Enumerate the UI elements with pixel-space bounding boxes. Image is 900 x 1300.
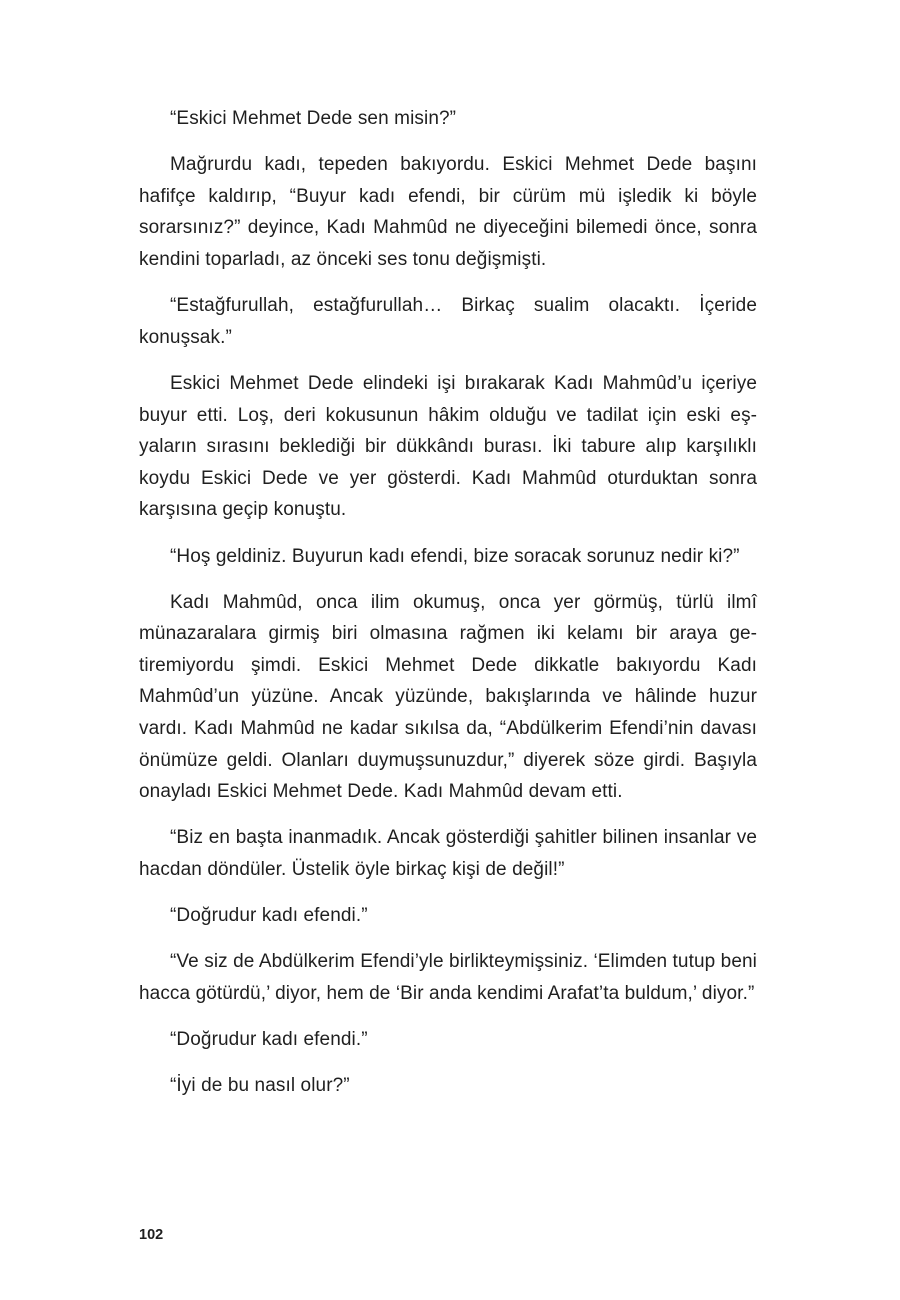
body-text <box>139 103 757 1117</box>
paragraph-7: “Biz en başta inanmadık. Ancak gösterdiği şahitler bilinen insanlar ve hacdan döndüler. Üstelik öyle birkaç kişi de değil!” <box>139 827 757 881</box>
paragraph-6: Kadı Mahmûd, onca ilim okumuş, onca yer görmüş, türlü ilmî münazaralara girmiş biri olmasına rağmen iki kelamı bir araya getiremiyordu şimdi. Eskici Mehmet Dede dikkatle bakıyordu Kadı Mahmûd’un yüzüne. Ancak yüzünde, bakışlarında ve hâlinde huzur vardı. Kadı Mahmûd ne kadar sıkılsa da, “Abdülkerim Efendi’nin davası önümüze geldi. Olanları duymuşsunuzdur,” diyerek söze girdi. Başıyla onayladı Eskici Mehmet Dede. Kadı Mahmûd devam etti. <box>139 591 757 803</box>
paragraph-2: Mağrurdu kadı, tepeden bakıyordu. Eskici Mehmet Dede başını hafifçe kaldırıp, “Buyur kadı efendi, bir cürüm mü işledik ki böyle sorarsınız?” deyince, Kadı Mahmûd ne diyeceğini bilemedi önce, sonra kendini toparladı, az önceki ses tonu değişmişti. <box>139 154 757 270</box>
paragraph-11: “İyi de bu nasıl olur?” <box>170 1075 350 1097</box>
paragraph-1: “Eskici Mehmet Dede sen misin?” <box>170 108 457 129</box>
paragraph-4: Eskici Mehmet Dede elindeki işi bırakarak Kadı Mahmûd’u içeriye buyur etti. Loş, deri kokusunun hâkim olduğu ve tadilat için eski eşyaların sırasını beklediği bir dükkândı burası. İki tabure alıp karşılıklı koydu Eskici Dede ve yer gösterdi. Kadı Mahmûd oturduktan sonra karşısına geçip konuştu. <box>139 372 757 521</box>
page-number: 102 <box>139 1227 164 1243</box>
paragraph-8: “Doğrudur kadı efendi.” <box>170 905 368 927</box>
paragraph-3: “Estağfurullah, estağfurullah… Birkaç sualim olacaktı. İçeride konuşsak.” <box>139 295 757 348</box>
paragraph-5: “Hoş geldiniz. Buyurun kadı efendi, bize soracak sorunuz nedir ki?” <box>170 545 740 567</box>
paragraph-10: “Doğrudur kadı efendi.” <box>170 1029 368 1051</box>
paragraph-9: “Ve siz de Abdülkerim Efendi’yle birlikteymişsiniz. ‘Elimden tutup beni hacca götürdü,’ diyor, hem de ‘Bir anda kendimi Arafat’ta buldum,’ diyor.” <box>139 951 757 1004</box>
